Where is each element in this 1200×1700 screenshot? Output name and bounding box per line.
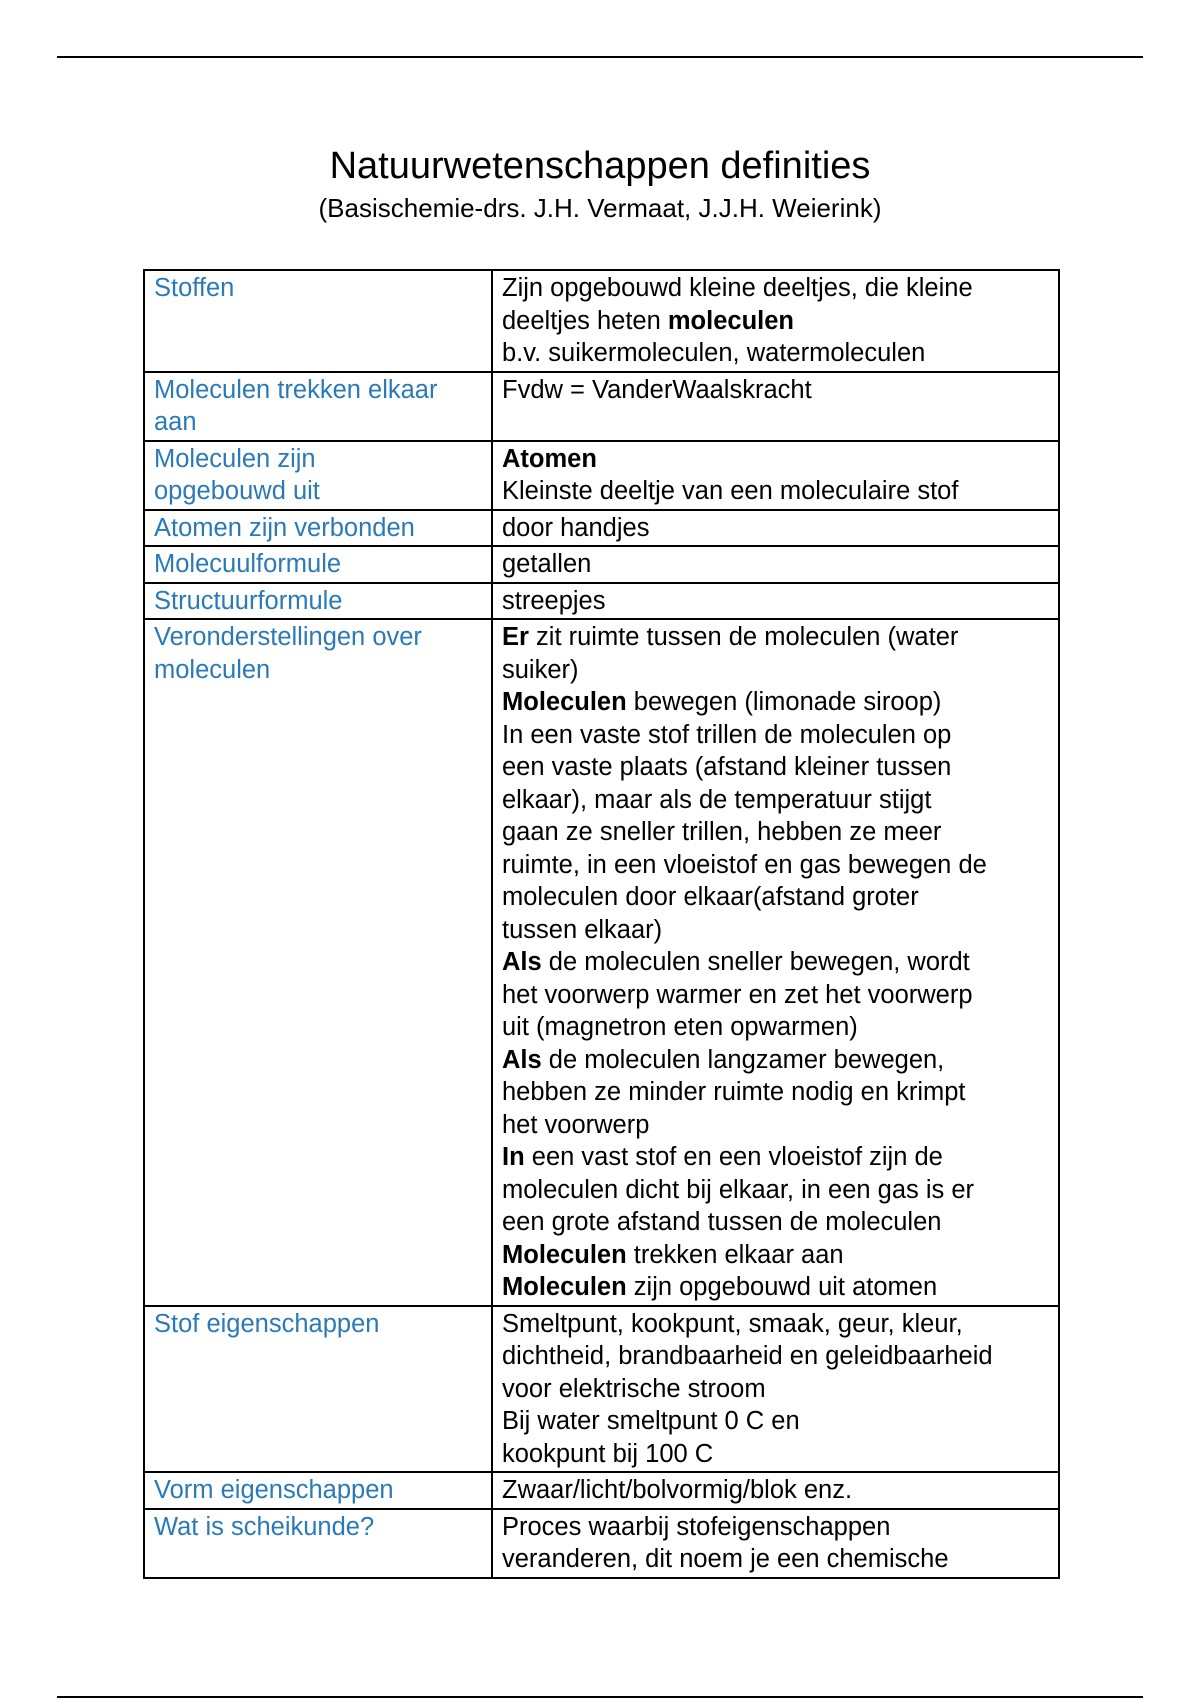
definition-line: [502, 621, 1050, 654]
term-line: Structuurformule: [154, 586, 343, 615]
definition-line: [502, 816, 1050, 849]
term-line: Stof eigenschappen: [154, 1309, 380, 1338]
definition-line: [502, 585, 1050, 618]
definition-line: [502, 686, 1050, 719]
definition-text: zit ruimte tussen de moleculen (water: [528, 623, 959, 651]
term-cell: [144, 619, 492, 1306]
definition-line: [502, 1076, 1050, 1109]
definition-text: hebben ze minder ruimte nodig en krimpt: [502, 1078, 966, 1106]
table-row: [144, 1509, 1059, 1578]
definition-line: [502, 719, 1050, 752]
definition-text: voor elektrische stroom: [502, 1374, 766, 1403]
definition-cell: [492, 1306, 1059, 1473]
definition-text: moleculen door elkaar(afstand groter: [502, 883, 919, 911]
definition-line: [502, 1405, 1050, 1438]
definition-text: zijn opgebouwd uit atomen: [626, 1273, 938, 1301]
definition-line: [502, 1474, 1050, 1507]
definition-text: streepjes: [502, 586, 606, 615]
definition-text: dichtheid, brandbaarheid en geleidbaarheid: [502, 1342, 993, 1370]
definition-cell: [492, 1472, 1059, 1509]
definition-line: [502, 784, 1050, 817]
term-line: moleculen: [154, 655, 271, 684]
term-cell: [144, 510, 492, 547]
bold-term: Moleculen: [502, 1273, 627, 1301]
definition-line: [502, 1141, 1050, 1174]
table-row: [144, 510, 1059, 547]
bold-term: Er: [502, 623, 529, 651]
definition-text: deeltjes heten: [502, 306, 668, 335]
definition-line: [502, 443, 1050, 476]
table-row: [144, 619, 1059, 1306]
definition-line: [502, 751, 1050, 784]
definition-cell: [492, 619, 1059, 1306]
definition-cell: [492, 270, 1059, 372]
table-row: [144, 583, 1059, 620]
definition-text: uit (magnetron eten opwarmen): [502, 1013, 858, 1041]
term-line: aan: [154, 408, 197, 436]
definition-text: de moleculen sneller bewegen, wordt: [541, 948, 970, 976]
term-line: Moleculen trekken elkaar: [154, 375, 438, 404]
definition-line: [502, 1373, 1050, 1406]
definition-text: Zijn opgebouwd kleine deeltjes, die kleine: [502, 274, 973, 302]
table-row: [144, 372, 1059, 441]
definition-text: Bij water smeltpunt 0 C en: [502, 1407, 800, 1435]
definition-text: een vaste plaats (afstand kleiner tussen: [502, 753, 952, 781]
bold-term: Atomen: [502, 444, 597, 473]
definition-text: veranderen, dit noem je een chemische: [502, 1545, 949, 1573]
bold-term: moleculen: [667, 306, 794, 335]
term-line: Moleculen zijn: [154, 444, 316, 473]
definition-text: kookpunt bij 100 C: [502, 1439, 714, 1468]
definition-line: [502, 548, 1050, 581]
definition-text: Proces waarbij stofeigenschappen: [502, 1512, 891, 1541]
page-title: Natuurwetenschappen definities: [329, 145, 871, 187]
definition-line: [502, 1340, 1050, 1373]
table-row: [144, 1472, 1059, 1509]
term-line: opgebouwd uit: [154, 477, 320, 505]
definition-line: [502, 1109, 1050, 1142]
definition-text: een grote afstand tussen de moleculen: [502, 1208, 942, 1236]
definition-line: [502, 946, 1050, 979]
table-row: [144, 1306, 1059, 1473]
definition-text: tussen elkaar): [502, 915, 663, 944]
definition-text: getallen: [502, 550, 592, 578]
definition-text: Kleinste deeltje van een moleculaire stof: [502, 477, 959, 505]
definition-line: [502, 305, 1050, 338]
term-cell: [144, 546, 492, 583]
term-cell: [144, 441, 492, 510]
definition-line: [502, 272, 1050, 305]
definition-line: [502, 979, 1050, 1012]
bottom-rule: [57, 1696, 1143, 1698]
definition-line: [502, 1543, 1050, 1576]
definition-line: [502, 1011, 1050, 1044]
term-line: Wat is scheikunde?: [154, 1512, 375, 1541]
definition-line: [502, 1206, 1050, 1239]
definition-line: [502, 1271, 1050, 1304]
definition-line: [502, 374, 1050, 407]
term-cell: [144, 270, 492, 372]
term-cell: [144, 1306, 492, 1473]
definition-line: [502, 512, 1050, 545]
definition-line: [502, 475, 1050, 508]
top-rule: [57, 56, 1143, 58]
term-cell: [144, 1509, 492, 1578]
table-row: [144, 270, 1059, 372]
term-line: Molecuulformule: [154, 550, 342, 578]
definitions-table-body: [144, 270, 1059, 1578]
bold-term: In: [502, 1143, 525, 1171]
definition-cell: [492, 510, 1059, 547]
definition-text: In een vaste stof trillen de moleculen op: [502, 720, 952, 749]
definition-cell: [492, 583, 1059, 620]
bold-term: Moleculen: [502, 688, 627, 716]
definitions-table: [143, 269, 1060, 1579]
definition-cell: [492, 546, 1059, 583]
definition-cell: [492, 1509, 1059, 1578]
bold-term: Als: [502, 1045, 542, 1074]
definition-line: [502, 1511, 1050, 1544]
term-cell: [144, 1472, 492, 1509]
definition-text: b.v. suikermoleculen, watermoleculen: [502, 339, 926, 367]
term-line: Vorm eigenschappen: [154, 1476, 394, 1504]
definition-text: ruimte, in een vloeistof en gas bewegen de: [502, 850, 987, 879]
term-line: Atomen zijn verbonden: [154, 513, 415, 542]
definition-text: elkaar), maar als de temperatuur stijgt: [502, 785, 932, 814]
definition-text: door handjes: [502, 513, 650, 542]
definition-text: het voorwerp: [502, 1110, 650, 1139]
definition-line: [502, 654, 1050, 687]
definition-line: [502, 1308, 1050, 1341]
definition-line: [502, 914, 1050, 947]
definition-text: moleculen dicht bij elkaar, in een gas is er: [502, 1175, 975, 1204]
definition-cell: [492, 441, 1059, 510]
definition-text: Zwaar/licht/bolvormig/blok enz.: [502, 1476, 853, 1504]
page-subtitle: (Basischemie-drs. J.H. Vermaat, J.J.H. Weierink): [318, 193, 882, 223]
definition-text: Smeltpunt, kookpunt, smaak, geur, kleur,: [502, 1309, 963, 1338]
definition-line: [502, 337, 1050, 370]
definition-text: de moleculen langzamer bewegen,: [541, 1045, 945, 1074]
definition-text: trekken elkaar aan: [626, 1240, 844, 1269]
definition-line: [502, 849, 1050, 882]
definition-text: suiker): [502, 655, 579, 684]
definition-line: [502, 1044, 1050, 1077]
term-line: Veronderstellingen over: [154, 623, 422, 651]
definition-line: [502, 1174, 1050, 1207]
bold-term: Moleculen: [502, 1240, 627, 1269]
term-cell: [144, 583, 492, 620]
table-row: [144, 441, 1059, 510]
definition-text: een vast stof en een vloeistof zijn de: [524, 1143, 943, 1171]
definition-line: [502, 881, 1050, 914]
definition-cell: [492, 372, 1059, 441]
definition-text: gaan ze sneller trillen, hebben ze meer: [502, 818, 942, 846]
definition-text: Fvdw = VanderWaalskracht: [502, 375, 812, 404]
definition-line: [502, 1438, 1050, 1471]
table-row: [144, 546, 1059, 583]
term-cell: [144, 372, 492, 441]
definition-line: [502, 1239, 1050, 1272]
bold-term: Als: [502, 948, 542, 976]
definition-text: bewegen (limonade siroop): [626, 688, 942, 716]
term-line: Stoffen: [154, 274, 235, 302]
definition-text: het voorwerp warmer en zet het voorwerp: [502, 980, 973, 1009]
